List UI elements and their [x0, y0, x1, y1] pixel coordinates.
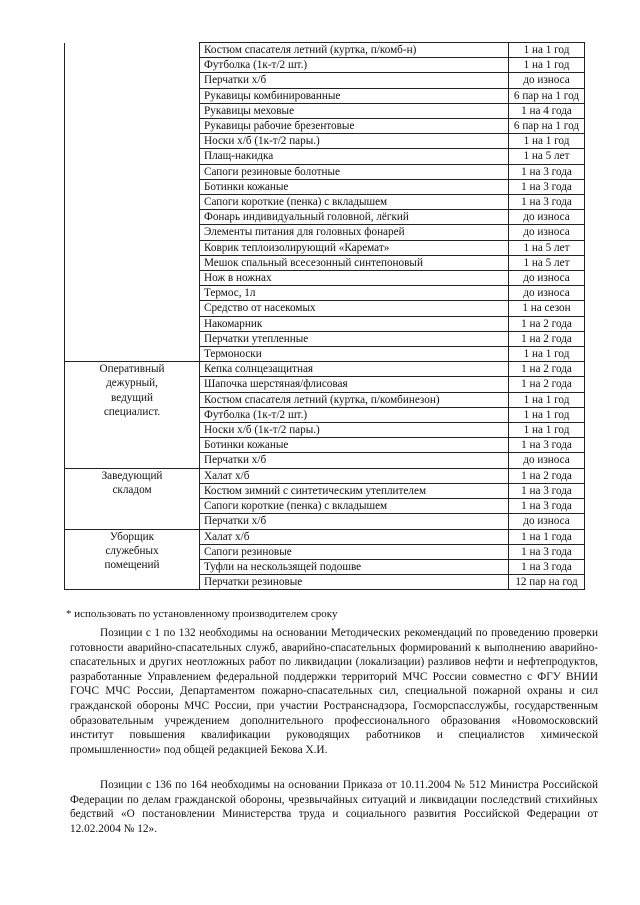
role-line: ведущий: [111, 391, 153, 404]
role-line: Уборщик: [109, 530, 155, 543]
issue-norm-cell: до износа: [509, 210, 585, 225]
issue-norm-cell: 1 на 3 года: [509, 438, 585, 453]
issue-norm-cell: 1 на 2 года: [509, 362, 585, 377]
issue-norm-cell: 12 пар на год: [509, 575, 585, 590]
role-line: Заведующий: [101, 469, 163, 482]
issue-norm-cell: 1 на 1 года: [509, 529, 585, 544]
issue-norm-cell: 1 на 1 год: [509, 58, 585, 73]
table-row: [65, 529, 585, 544]
issue-norm-cell: 1 на 3 года: [509, 195, 585, 210]
issue-norm-cell: до износа: [509, 225, 585, 240]
item-name-cell: Носки х/б (1к-т/2 пары.): [200, 423, 509, 438]
item-name-cell: Перчатки утепленные: [200, 331, 509, 346]
role-cell: [65, 529, 200, 590]
issue-norm-cell: до износа: [509, 286, 585, 301]
issue-norm-cell: 1 на 2 года: [509, 316, 585, 331]
item-name-cell: Сапоги резиновые: [200, 544, 509, 559]
issue-norm-cell: 1 на 2 года: [509, 377, 585, 392]
item-name-cell: Нож в ножнах: [200, 271, 509, 286]
issue-norm-cell: 1 на 2 года: [509, 331, 585, 346]
item-name-cell: Рукавицы комбинированные: [200, 88, 509, 103]
role-line: Оперативный: [99, 363, 165, 376]
issue-norm-cell: 1 на 3 года: [509, 559, 585, 574]
item-name-cell: Элементы питания для головных фонарей: [200, 225, 509, 240]
issue-norm-cell: 1 на сезон: [509, 301, 585, 316]
role-line: служебных: [105, 544, 159, 557]
issue-norm-cell: 1 на 1 год: [509, 392, 585, 407]
item-name-cell: Перчатки х/б: [200, 514, 509, 529]
issue-norm-cell: 1 на 3 года: [509, 499, 585, 514]
issue-norm-cell: 1 на 5 лет: [509, 149, 585, 164]
item-name-cell: Халат х/б: [200, 468, 509, 483]
item-name-cell: Термос, 1л: [200, 286, 509, 301]
item-name-cell: Средство от насекомых: [200, 301, 509, 316]
role-cell: [65, 468, 200, 529]
item-name-cell: Костюм спасателя летний (куртка, п/комбинезон): [200, 392, 509, 407]
item-name-cell: Носки х/б (1к-т/2 пары.): [200, 134, 509, 149]
issue-norm-cell: 1 на 3 года: [509, 483, 585, 498]
role-line: складом: [112, 483, 152, 496]
item-name-cell: Перчатки х/б: [200, 453, 509, 468]
paragraph-text: Позиции с 1 по 132 необходимы на основании Методических рекомендаций по проведению проверки готовности аварийно-спасательных служб, аварийно-спасательных формирований к выполнению аварийно-спасательных и других неотложных работ по ликвидации (локализации) разливов нефти и нефтепродуктов, разработанные Управлением федеральной поддержки территорий МЧС России совместно с ФГУ ВНИИ ГОЧС МЧС России, Департаментом пожарно-спасательных сил, специальной пожарной охраны и сил гражданской обороны МЧС России, при участии Ространснадзора, Госморспасслужбы, государственным образовательным учреждением дополнительного профессионального образования «Новомосковский институт повышения квалификации руководящих работников и специалистов химической промышленности» под общей редакцией Бекова Х.И.: [70, 627, 598, 756]
item-name-cell: Плащ-накидка: [200, 149, 509, 164]
item-name-cell: Перчатки х/б: [200, 73, 509, 88]
issue-norm-cell: 1 на 3 года: [509, 544, 585, 559]
paragraph-methodical-recommendations: [70, 626, 598, 757]
item-name-cell: Сапоги резиновые болотные: [200, 164, 509, 179]
item-name-cell: Перчатки резиновые: [200, 575, 509, 590]
item-name-cell: Сапоги короткие (пенка) с вкладышем: [200, 195, 509, 210]
paragraph-text: Позиции с 136 по 164 необходимы на основании Приказа от 10.11.2004 № 512 Министра Российской Федерации по делам гражданской обороны, чрезвычайных ситуаций и ликвидации последствий стихийных бедствий «О постановлении Министерства труда и социального развития Российской Федерации от 12.02.2004 № 12».: [70, 779, 598, 835]
item-name-cell: Футболка (1к-т/2 шт.): [200, 58, 509, 73]
issue-norm-cell: до износа: [509, 73, 585, 88]
issue-norm-cell: 1 на 1 год: [509, 134, 585, 149]
issue-norm-cell: 1 на 5 лет: [509, 255, 585, 270]
issue-norm-cell: 1 на 2 года: [509, 468, 585, 483]
role-cell-continued: [65, 43, 200, 362]
issue-norm-cell: до износа: [509, 453, 585, 468]
role-cell: [65, 362, 200, 468]
item-name-cell: Ботинки кожаные: [200, 438, 509, 453]
issue-norm-cell: 1 на 3 года: [509, 179, 585, 194]
issue-norm-cell: 6 пар на 1 год: [509, 119, 585, 134]
equipment-norms-table: [64, 42, 585, 590]
paragraph-order-512: [70, 778, 598, 836]
item-name-cell: Туфли на нескользящей подошве: [200, 559, 509, 574]
table-row: [65, 43, 585, 58]
issue-norm-cell: 1 на 3 года: [509, 164, 585, 179]
item-name-cell: Шапочка шерстяная/флисовая: [200, 377, 509, 392]
item-name-cell: Ботинки кожаные: [200, 179, 509, 194]
role-line: помещений: [104, 558, 160, 571]
item-name-cell: Коврик теплоизолирующий «Каремат»: [200, 240, 509, 255]
issue-norm-cell: до износа: [509, 271, 585, 286]
issue-norm-cell: 1 на 1 год: [509, 43, 585, 58]
issue-norm-cell: 1 на 4 года: [509, 103, 585, 118]
issue-norm-cell: до износа: [509, 514, 585, 529]
item-name-cell: Футболка (1к-т/2 шт.): [200, 407, 509, 422]
item-name-cell: Термоноски: [200, 347, 509, 362]
table-row: [65, 468, 585, 483]
role-line: дежурный,: [106, 377, 158, 390]
item-name-cell: Сапоги короткие (пенка) с вкладышем: [200, 499, 509, 514]
role-line: специалист.: [103, 405, 161, 418]
issue-norm-cell: 1 на 1 год: [509, 347, 585, 362]
item-name-cell: Рукавицы рабочие брезентовые: [200, 119, 509, 134]
item-name-cell: Кепка солнцезащитная: [200, 362, 509, 377]
table-row: [65, 362, 585, 377]
issue-norm-cell: 1 на 1 год: [509, 407, 585, 422]
item-name-cell: Костюм спасателя летний (куртка, п/комб-н): [200, 43, 509, 58]
item-name-cell: Рукавицы меховые: [200, 103, 509, 118]
issue-norm-cell: 6 пар на 1 год: [509, 88, 585, 103]
issue-norm-cell: 1 на 5 лет: [509, 240, 585, 255]
issue-norm-cell: 1 на 1 год: [509, 423, 585, 438]
footnote: * использовать по установленному производителем сроку: [66, 608, 338, 620]
item-name-cell: Халат х/б: [200, 529, 509, 544]
item-name-cell: Накомарник: [200, 316, 509, 331]
item-name-cell: Фонарь индивидуальный головной, лёгкий: [200, 210, 509, 225]
item-name-cell: Костюм зимний с синтетическим утеплителем: [200, 483, 509, 498]
table-body: [65, 43, 585, 590]
item-name-cell: Мешок спальный всесезонный синтепоновый: [200, 255, 509, 270]
